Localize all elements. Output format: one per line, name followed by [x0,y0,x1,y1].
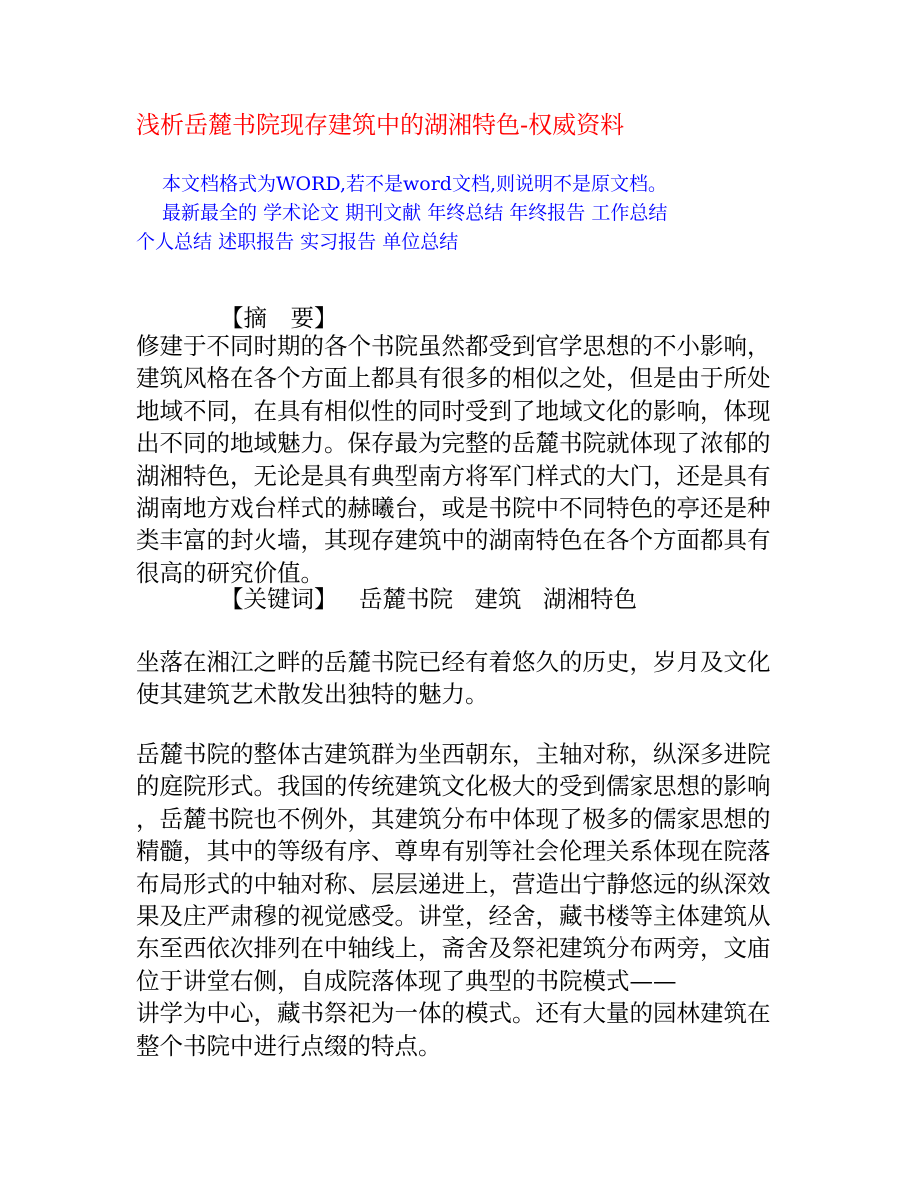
link-row-2 [136,228,756,257]
paragraph-line: 岳麓书院的整体古建筑群为坐西朝东，主轴对称，纵深多进院 [136,740,771,768]
abstract-line: 很高的研究价值。 [136,558,324,587]
link-year-end-report[interactable]: 年终报告 [509,202,586,224]
link-personal-summary[interactable]: 个人总结 [136,231,213,253]
format-notice [136,170,756,257]
paragraph-line: 讲学为中心，藏书祭祀为一体的模式。还有大量的园林建筑在 [136,999,771,1028]
paragraph-line: 使其建筑艺术散发出独特的魅力。 [136,680,489,709]
keyword-item: 湖湘特色 [542,585,637,613]
abstract-heading: 【摘 要】 [220,304,338,332]
paragraph-layout [136,738,786,1062]
abstract-body [136,330,786,589]
abstract-line: 建筑风格在各个方面上都具有很多的相似之处，但是由于所处 [136,364,771,393]
paragraph-line: 精髓，其中的等级有序、尊卑有别等社会伦理关系体现在院落 [136,837,771,866]
link-debriefing-report[interactable]: 述职报告 [218,231,295,253]
paragraph-intro [136,646,786,711]
keywords-line [220,583,637,615]
link-internship-report[interactable]: 实习报告 [300,231,377,253]
keyword-item: 建筑 [474,585,522,613]
document-title: 浅析岳麓书院现存建筑中的湖湘特色-权威资料 [136,111,625,139]
paragraph-line: 东至西依次排列在中轴线上，斋舍及祭祀建筑分布两旁，文庙 [136,934,771,963]
paragraph-line: 坐落在湘江之畔的岳麓书院已经有着悠久的历史，岁月及文化 [136,648,771,676]
paragraph-line: 布局形式的中轴对称、层层递进上，营造出宁静悠远的纵深效 [136,869,771,898]
paragraph-line: 整个书院中进行点缀的特点。 [136,1031,442,1060]
abstract-line: 出不同的地域魅力。保存最为完整的岳麓书院就体现了浓郁的 [136,429,771,458]
keyword-item: 岳麓书院 [358,585,453,613]
link-row-1 [136,199,756,228]
abstract-line: 湖湘特色，无论是具有典型南方将军门样式的大门，还是具有 [136,461,771,490]
paragraph-line: 的庭院形式。我国的传统建筑文化极大的受到儒家思想的影响 [136,772,771,801]
format-notice-line: 本文档格式为WORD,若不是word文档,则说明不是原文档。 [162,173,667,195]
link-journal-literature[interactable]: 期刊文献 [345,202,422,224]
abstract-line: 湖南地方戏台样式的赫曦台，或是书院中不同特色的亭还是种 [136,494,771,523]
link-academic-papers[interactable]: 学术论文 [263,202,340,224]
paragraph-line: 果及庄严肃穆的视觉感受。讲堂，经舍，藏书楼等主体建筑从 [136,902,771,931]
link-work-summary[interactable]: 工作总结 [591,202,668,224]
paragraph-line: ，岳麓书院也不例外，其建筑分布中体现了极多的儒家思想的 [136,804,771,833]
link-unit-summary[interactable]: 单位总结 [382,231,459,253]
keywords-label: 【关键词】 [220,585,338,613]
link-year-end-summary[interactable]: 年终总结 [427,202,504,224]
abstract-line: 地域不同，在具有相似性的同时受到了地域文化的影响，体现 [136,396,771,425]
abstract-line: 修建于不同时期的各个书院虽然都受到官学思想的不小影响， [136,332,771,360]
abstract-line: 类丰富的封火墙，其现存建筑中的湖南特色在各个方面都具有 [136,526,771,555]
link-newest[interactable]: 最新最全的 [162,202,258,224]
paragraph-line: 位于讲堂右侧，自成院落体现了典型的书院模式—— [136,966,677,995]
